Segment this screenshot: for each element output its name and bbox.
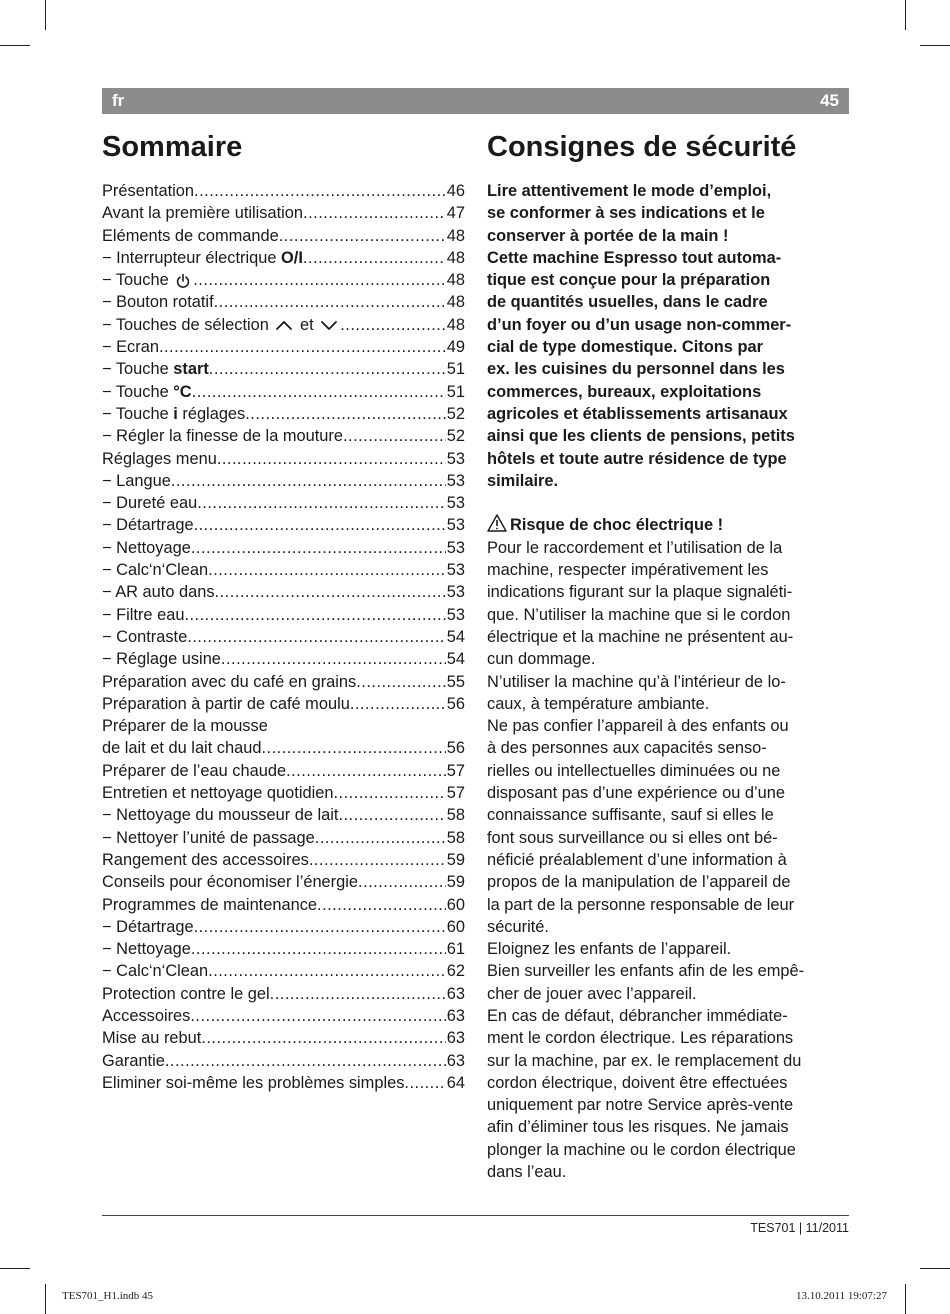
toc-leader-dots	[171, 470, 446, 492]
intro-line: de quantités usuelles, dans le cadre	[487, 293, 768, 312]
toc-entry-text: Avant la première utilisation	[102, 204, 304, 223]
toc-entry	[102, 336, 465, 358]
toc-entry-label	[102, 403, 245, 425]
toc-entry-text: − Filtre eau	[102, 605, 185, 624]
body-line: caux, à température ambiante.	[487, 694, 710, 713]
toc-leader-dots	[190, 1005, 445, 1027]
toc-entry	[102, 425, 465, 447]
toc-entry-text: Conseils pour économiser l’énergie	[102, 873, 359, 892]
toc-leader-dots	[194, 916, 446, 938]
toc-entry-text: Protection contre le gel	[102, 984, 270, 1003]
toc-entry-page: 53	[446, 561, 465, 580]
body-line: cher de jouer avec l’appareil.	[487, 984, 697, 1003]
toc-entry	[102, 693, 465, 715]
safety-title: Consignes de sécurité	[487, 131, 797, 163]
table-of-contents	[102, 180, 465, 1094]
toc-entry	[102, 804, 465, 826]
body-line: la part de la personne responsable de leur	[487, 895, 795, 914]
toc-entry-page: 61	[446, 940, 465, 959]
intro-line: Lire attentivement le mode d’emploi,	[487, 182, 772, 200]
toc-leader-dots	[201, 1027, 445, 1049]
toc-leader-dots	[209, 358, 446, 380]
toc-entry	[102, 760, 465, 782]
toc-leader-dots	[350, 693, 446, 715]
toc-leader-dots	[315, 827, 446, 849]
toc-entry-label	[102, 269, 193, 291]
body-line: ment le cordon électrique. Les réparations	[487, 1029, 794, 1048]
toc-entry-text: Mise au rebut	[102, 1029, 202, 1048]
body-line: Bien surveiller les enfants afin de les empê-	[487, 962, 805, 981]
toc-entry-page: 58	[446, 806, 465, 825]
toc-leader-dots	[356, 671, 446, 693]
toc-entry	[102, 648, 465, 670]
toc-entry-key: °C	[173, 382, 192, 401]
toc-entry-label	[102, 894, 317, 916]
toc-entry-page: 63	[446, 984, 465, 1003]
body-line: plonger la machine ou le cordon électrique	[487, 1140, 796, 1159]
toc-leader-dots	[340, 314, 446, 336]
body-line: disposant pas d’une expérience ou d’une	[487, 784, 785, 803]
toc-entry-text: − Calc‘n‘Clean	[102, 962, 209, 981]
toc-leader-dots	[194, 180, 446, 202]
toc-entry-page: 53	[446, 471, 465, 490]
toc-entry-page: 51	[446, 382, 465, 401]
toc-entry-page: 56	[446, 694, 465, 713]
toc-entry-page: 48	[446, 293, 465, 312]
toc-entry	[102, 1050, 465, 1072]
toc-leader-dots	[208, 559, 446, 581]
toc-entry-label	[102, 782, 333, 804]
toc-entry-page: 62	[446, 962, 465, 981]
toc-entry-text: − Réglage usine	[102, 650, 221, 669]
toc-entry-text: − Touche	[102, 360, 174, 379]
toc-entry-text: et	[295, 315, 319, 334]
toc-entry	[102, 381, 465, 403]
intro-line: Cette machine Espresso tout automa-	[487, 248, 782, 267]
print-slug-right: 13.10.2011 19:07:27	[796, 1290, 887, 1302]
toc-leader-dots	[279, 225, 446, 247]
toc-entry-text: − Ecran	[102, 338, 159, 357]
body-line: à des personnes aux capacités senso-	[487, 739, 767, 758]
toc-entry-page: 49	[446, 338, 465, 357]
body-line: cordon électrique, doivent être effectuées	[487, 1073, 788, 1092]
toc-entry-text: − Bouton rotatif	[102, 293, 214, 312]
toc-entry	[102, 537, 465, 559]
toc-entry	[102, 827, 465, 849]
toc-entry	[102, 938, 465, 960]
toc-entry	[102, 604, 465, 626]
toc-entry-page: 48	[446, 271, 465, 290]
footer-rule	[102, 1215, 849, 1216]
toc-leader-dots	[197, 492, 446, 514]
page-header-bar	[102, 88, 849, 114]
chevron-down-icon	[320, 318, 338, 332]
toc-entry	[102, 737, 465, 759]
toc-entry-page: 60	[446, 917, 465, 936]
toc-entry-page: 60	[446, 895, 465, 914]
toc-entry	[102, 448, 465, 470]
toc-entry-text: − Touches de sélection	[102, 315, 274, 334]
document-code: TES701 | 11/2011	[750, 1221, 849, 1235]
toc-entry-text: Garantie	[102, 1051, 165, 1070]
toc-entry	[102, 1005, 465, 1027]
warning-title: Risque de choc électrique !	[510, 516, 724, 535]
body-line: sécurité.	[487, 917, 549, 936]
toc-leader-dots	[303, 247, 446, 269]
toc-entry-text: − Langue	[102, 471, 171, 490]
body-line: dans l’eau.	[487, 1163, 567, 1182]
toc-entry-text: Accessoires	[102, 1006, 191, 1025]
toc-entry	[102, 358, 465, 380]
toc-entry-page: 59	[446, 850, 465, 869]
toc-entry-page: 53	[446, 583, 465, 602]
toc-entry-page: 51	[446, 360, 465, 379]
toc-leader-dots	[343, 425, 446, 447]
toc-entry-page: 54	[446, 650, 465, 669]
toc-entry-label	[102, 381, 192, 403]
body-line: En cas de défaut, débrancher immédiate-	[487, 1006, 788, 1025]
toc-entry-key: O/I	[281, 248, 303, 267]
toc-entry-page: 53	[446, 538, 465, 557]
toc-entry-text: Eliminer soi-même les problèmes simples	[102, 1073, 405, 1092]
toc-leader-dots	[221, 648, 446, 670]
toc-entry	[102, 470, 465, 492]
toc-entry-text: Rangement des accessoires	[102, 850, 309, 869]
intro-line: se conformer à ses indications et le	[487, 204, 765, 223]
toc-entry-label	[102, 537, 191, 559]
toc-entry-page: 53	[446, 605, 465, 624]
toc-entry-label	[102, 916, 194, 938]
body-line: propos de la manipulation de l’appareil de	[487, 873, 791, 892]
toc-entry-page: 53	[446, 449, 465, 468]
body-line: uniquement par notre Service après-vente	[487, 1096, 794, 1115]
toc-leader-dots	[245, 403, 446, 425]
toc-entry	[102, 514, 465, 536]
toc-leader-dots	[215, 581, 446, 603]
toc-entry-text: − Nettoyage	[102, 940, 191, 959]
language-label: fr	[112, 91, 125, 110]
toc-entry	[102, 626, 465, 648]
toc-entry-page: 58	[446, 828, 465, 847]
toc-leader-dots	[358, 871, 446, 893]
toc-entry-page: 63	[446, 1051, 465, 1070]
toc-entry-text: Préparation avec du café en grains	[102, 672, 357, 691]
body-line: que. N’utiliser la machine que si le cordon	[487, 605, 791, 624]
crop-mark	[905, 1284, 906, 1314]
crop-mark	[920, 1268, 950, 1269]
toc-leader-dots	[191, 537, 446, 559]
toc-entry-label	[102, 715, 268, 737]
toc-entry-label	[102, 1027, 201, 1049]
toc-entry-label	[102, 1005, 190, 1027]
body-line: Pour le raccordement et l’utilisation de la	[487, 538, 783, 557]
toc-entry-page: 53	[446, 494, 465, 513]
toc-entry	[102, 1027, 465, 1049]
toc-entry-page: 57	[446, 761, 465, 780]
toc-entry-text: − Détartrage	[102, 516, 194, 535]
body-line: néficié préalablement d’une information à	[487, 850, 787, 869]
toc-leader-dots	[317, 894, 446, 916]
toc-entry-page: 56	[446, 739, 465, 758]
toc-entry-text: de lait et du lait chaud	[102, 739, 262, 758]
toc-entry-label	[102, 827, 315, 849]
body-line: électrique et la machine ne présentent au-	[487, 627, 794, 646]
intro-line: ainsi que les clients de pensions, petits	[487, 427, 795, 446]
toc-entry-page: 64	[446, 1073, 465, 1092]
body-line: connaissance suffisante, sauf si elles le	[487, 806, 774, 825]
toc-entry-page: 54	[446, 627, 465, 646]
toc-entry	[102, 403, 465, 425]
toc-entry-label	[102, 336, 159, 358]
toc-entry	[102, 291, 465, 313]
toc-leader-dots	[191, 938, 446, 960]
crop-mark	[0, 1268, 30, 1269]
toc-entry-text: Préparer de la mousse	[102, 717, 268, 736]
toc-leader-dots	[184, 604, 445, 626]
toc-entry-label	[102, 760, 286, 782]
crop-mark	[905, 0, 906, 30]
body-line: machine, respecter impérativement les	[487, 561, 769, 580]
crop-mark	[920, 45, 950, 46]
toc-entry-label	[102, 202, 303, 224]
toc-entry-text: − Régler la finesse de la mouture	[102, 427, 343, 446]
safety-section	[487, 180, 849, 1183]
intro-line: d’un foyer ou d’un usage non-commer-	[487, 315, 792, 334]
toc-entry-text: Présentation	[102, 182, 195, 200]
toc-leader-dots	[404, 1072, 445, 1094]
toc-entry	[102, 314, 465, 336]
toc-entry	[102, 871, 465, 893]
toc-entry-page: 55	[446, 672, 465, 691]
toc-entry-label	[102, 247, 303, 269]
toc-entry-label	[102, 559, 208, 581]
toc-entry-label	[102, 358, 209, 380]
toc-entry-text: − Nettoyage	[102, 538, 191, 557]
toc-entry-label	[102, 604, 184, 626]
toc-leader-dots	[303, 202, 446, 224]
toc-leader-dots	[333, 782, 445, 804]
toc-entry	[102, 782, 465, 804]
crop-mark	[45, 1284, 46, 1314]
toc-leader-dots	[309, 849, 446, 871]
toc-entry-label	[102, 804, 338, 826]
body-line: afin d’éliminer tous les risques. Ne jamais	[487, 1118, 789, 1137]
toc-entry-page: 46	[446, 182, 465, 200]
toc-entry	[102, 581, 465, 603]
toc-leader-dots	[208, 960, 446, 982]
warning-triangle-icon	[487, 514, 507, 532]
toc-entry	[102, 247, 465, 269]
crop-mark	[45, 0, 46, 30]
toc-leader-dots	[194, 514, 446, 536]
body-line: Ne pas confier l’appareil à des enfants ou	[487, 717, 789, 736]
toc-entry	[102, 559, 465, 581]
toc-entry-label	[102, 314, 340, 336]
toc-entry-label	[102, 626, 187, 648]
toc-entry-label	[102, 983, 270, 1005]
intro-line: similaire.	[487, 471, 559, 490]
toc-entry-label	[102, 448, 217, 470]
toc-entry-page: 63	[446, 1029, 465, 1048]
toc-entry-text: − Nettoyer l’unité de passage	[102, 828, 315, 847]
safety-intro	[487, 180, 849, 492]
toc-entry	[102, 715, 465, 737]
toc-entry-text: − Touche	[102, 271, 174, 290]
toc-entry-page: 48	[446, 248, 465, 267]
warning-heading	[487, 514, 849, 536]
toc-entry-label	[102, 291, 214, 313]
body-line: N’utiliser la machine qu’à l’intérieur de lo-	[487, 672, 786, 691]
toc-entry-page: 48	[446, 226, 465, 245]
safety-body	[487, 537, 849, 1184]
toc-entry-text: − Dureté eau	[102, 494, 198, 513]
toc-entry-label	[102, 737, 261, 759]
toc-entry-page: 48	[446, 315, 465, 334]
power-icon	[175, 273, 191, 289]
toc-entry-page: 52	[446, 427, 465, 446]
toc-entry-text: − Calc‘n‘Clean	[102, 561, 209, 580]
toc-leader-dots	[286, 760, 446, 782]
body-line: cun dommage.	[487, 650, 596, 669]
toc-leader-dots	[214, 291, 446, 313]
toc-entry-label	[102, 425, 343, 447]
toc-entry-label	[102, 960, 208, 982]
toc-entry	[102, 960, 465, 982]
toc-entry-label	[102, 671, 356, 693]
toc-entry-text: − Contraste	[102, 627, 188, 646]
toc-leader-dots	[187, 626, 446, 648]
intro-line: hôtels et toute autre résidence de type	[487, 449, 787, 468]
intro-line: commerces, bureaux, exploitations	[487, 382, 762, 401]
toc-entry-label	[102, 514, 194, 536]
toc-entry-label	[102, 225, 279, 247]
toc-leader-dots	[270, 983, 446, 1005]
toc-entry	[102, 1072, 465, 1094]
intro-line: agricoles et établissements artisanaux	[487, 404, 788, 423]
toc-entry-text: Réglages menu	[102, 449, 217, 468]
toc-entry	[102, 894, 465, 916]
toc-entry-label	[102, 180, 194, 202]
toc-entry-label	[102, 648, 221, 670]
toc-entry-label	[102, 871, 358, 893]
body-line: Eloignez les enfants de l’appareil.	[487, 940, 732, 959]
crop-mark	[0, 45, 30, 46]
toc-entry-label	[102, 1072, 404, 1094]
toc-entry-text: − Détartrage	[102, 917, 194, 936]
toc-entry-key: start	[173, 360, 209, 379]
toc-entry	[102, 180, 465, 202]
toc-entry	[102, 269, 465, 291]
body-line: indications figurant sur la plaque signaléti-	[487, 583, 793, 602]
toc-leader-dots	[165, 1050, 446, 1072]
toc-entry-text: Eléments de commande	[102, 226, 279, 245]
toc-entry	[102, 849, 465, 871]
toc-leader-dots	[338, 804, 445, 826]
toc-entry-label	[102, 470, 171, 492]
toc-entry-key: i	[173, 404, 178, 423]
toc-entry-page: 63	[446, 1006, 465, 1025]
toc-entry-text: − Touche	[102, 404, 174, 423]
toc-leader-dots	[192, 381, 446, 403]
toc-entry	[102, 916, 465, 938]
toc-entry-page: 57	[446, 784, 465, 803]
body-line: rielles ou intellectuelles diminuées ou ne	[487, 761, 781, 780]
toc-entry	[102, 492, 465, 514]
toc-leader-dots	[217, 448, 446, 470]
toc-entry-text: − Touche	[102, 382, 174, 401]
chevron-up-icon	[275, 318, 293, 332]
toc-entry	[102, 983, 465, 1005]
toc-entry-page: 53	[446, 516, 465, 535]
print-slug-left: TES701_H1.indb 45	[62, 1290, 154, 1302]
toc-entry-text: Préparation à partir de café moulu	[102, 694, 350, 713]
intro-line: ex. les cuisines du personnel dans les	[487, 360, 785, 379]
toc-entry-page: 47	[446, 204, 465, 223]
toc-entry-page: 52	[446, 404, 465, 423]
intro-line: conserver à portée de la main !	[487, 226, 729, 245]
intro-line: cial de type domestique. Citons par	[487, 338, 763, 357]
page-number: 45	[820, 91, 839, 110]
toc-entry-label	[102, 938, 191, 960]
toc-entry-text: − Interrupteur électrique	[102, 248, 282, 267]
intro-line: tique est conçue pour la préparation	[487, 271, 771, 290]
toc-title: Sommaire	[102, 131, 243, 163]
body-line: sur la machine, par ex. le remplacement du	[487, 1051, 802, 1070]
toc-entry-label	[102, 849, 309, 871]
toc-entry	[102, 671, 465, 693]
toc-entry-text: Programmes de maintenance	[102, 895, 318, 914]
toc-entry-text: Préparer de l’eau chaude	[102, 761, 287, 780]
toc-entry-text: réglages	[177, 404, 246, 423]
toc-entry-text: − Nettoyage du mousseur de lait	[102, 806, 339, 825]
toc-entry-label	[102, 693, 350, 715]
toc-entry-text: − AR auto dans	[102, 583, 215, 602]
toc-entry-label	[102, 581, 215, 603]
toc-entry-label	[102, 1050, 165, 1072]
toc-leader-dots	[159, 336, 446, 358]
body-line: font sous surveillance ou si elles ont bé-	[487, 828, 778, 847]
toc-leader-dots	[261, 737, 445, 759]
toc-leader-dots	[193, 269, 446, 291]
toc-entry	[102, 202, 465, 224]
toc-entry-text: Entretien et nettoyage quotidien	[102, 784, 334, 803]
toc-entry	[102, 225, 465, 247]
toc-entry-page: 59	[446, 873, 465, 892]
toc-entry-label	[102, 492, 197, 514]
